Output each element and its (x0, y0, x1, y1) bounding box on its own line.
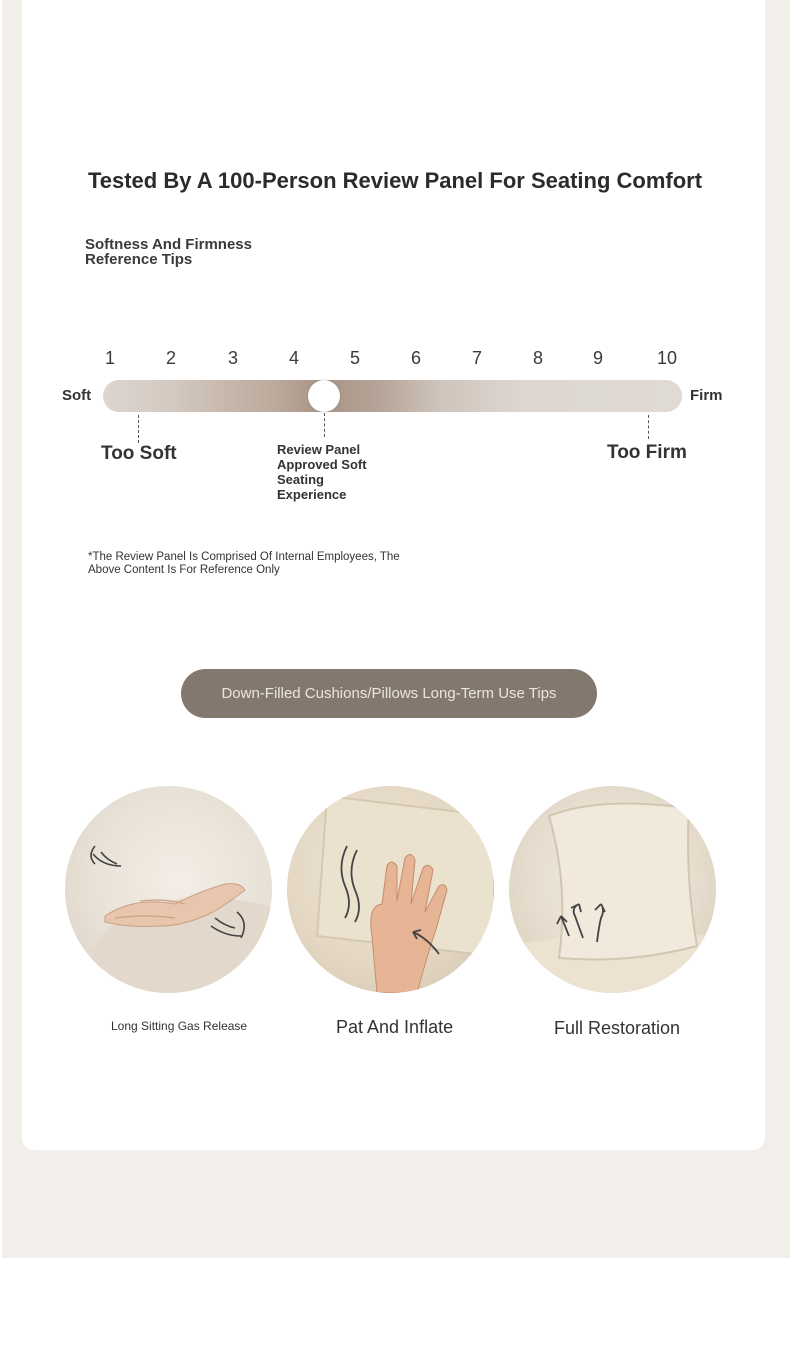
scale-number-8: 8 (532, 348, 543, 368)
scale-number-3: 3 (227, 348, 238, 368)
approved-tick (324, 413, 325, 437)
scale-number-7: 7 (471, 348, 482, 368)
too-soft-label: Too Soft (101, 443, 177, 464)
hand-press-icon (65, 786, 272, 993)
scale-number-5: 5 (349, 348, 360, 368)
tips-button[interactable] (181, 669, 597, 718)
tip-image-gas-release (65, 786, 272, 993)
scale-number-1: 1 (104, 348, 115, 368)
tip-caption-pat-inflate: Pat And Inflate (336, 1017, 454, 1037)
too-firm-label: Too Firm (607, 442, 687, 463)
too-firm-tick (648, 415, 649, 439)
too-soft-tick (138, 415, 139, 443)
section-subtitle: Softness And Firmness Reference Tips (85, 236, 252, 268)
scale-indicator-knob (308, 380, 340, 412)
tip-image-pat-inflate (287, 786, 494, 993)
tip-caption-gas-release: Long Sitting Gas Release (111, 1019, 248, 1033)
scale-number-10: 10 (656, 348, 678, 368)
tips-button-label: Down-Filled Cushions/Pillows Long-Term Use Tips (221, 685, 557, 702)
reference-note: *The Review Panel Is Comprised Of Internal Employees, The Above Content Is For Reference Only (88, 551, 400, 576)
softness-scale-bar (103, 380, 682, 412)
scale-number-9: 9 (592, 348, 603, 368)
scale-number-6: 6 (410, 348, 421, 368)
tip-image-full-restoration (509, 786, 716, 993)
tip-caption-full-restoration: Full Restoration (554, 1018, 681, 1038)
pillow-restore-icon (509, 786, 716, 993)
soft-label: Soft (62, 387, 92, 404)
scale-number-2: 2 (165, 348, 176, 368)
firm-label: Firm (690, 387, 723, 404)
hand-pat-icon (287, 786, 494, 993)
page-title: Tested By A 100-Person Review Panel For Seating Comfort (87, 168, 703, 193)
approved-label: Review Panel Approved Soft Seating Experience (277, 442, 367, 502)
scale-number-4: 4 (288, 348, 299, 368)
